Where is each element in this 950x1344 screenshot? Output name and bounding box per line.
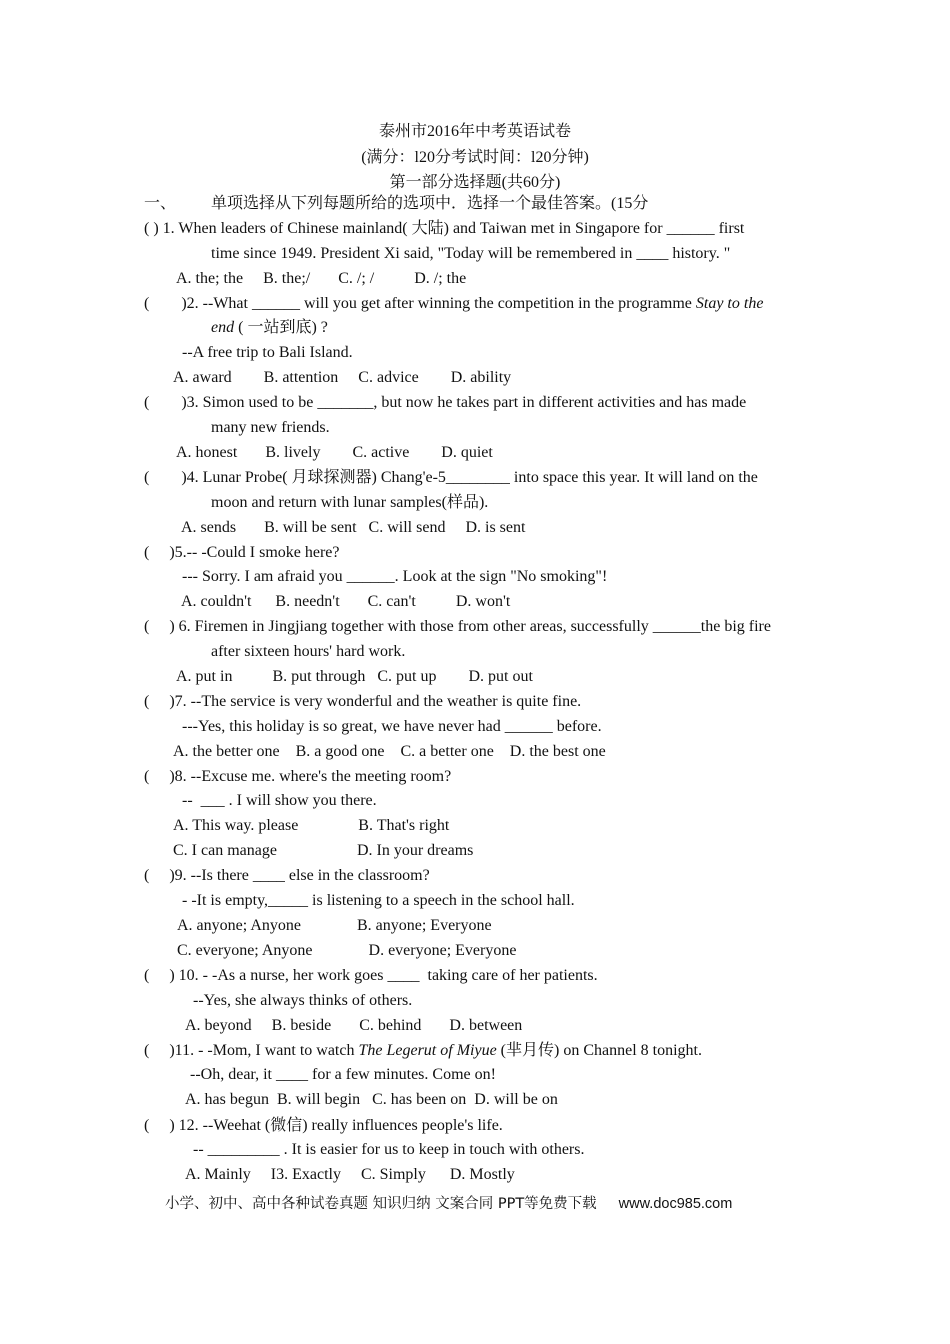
question-5: ( )5.-- -Could I smoke here?	[144, 544, 340, 561]
question-4-continuation: moon and return with lunar samples(样品).	[211, 494, 489, 511]
question-11-text: ( )11. - -Mom, I want to watch	[144, 1042, 359, 1059]
footer-text: 小学、初中、高中各种试卷真题 知识归纳 文案合同 PPT等免费下载	[165, 1196, 597, 1212]
question-10: ( ) 10. - -As a nurse, her work goes ____ taking care of her patients.	[144, 967, 598, 984]
question-11-reply: --Oh, dear, it ____ for a few minutes. Come on!	[190, 1066, 496, 1083]
question-5-reply: --- Sorry. I am afraid you ______. Look at the sign "No smoking"!	[182, 568, 608, 585]
question-12-options: A. Mainly I3. Exactly C. Simply D. Mostly	[185, 1166, 515, 1183]
question-11	[144, 1041, 702, 1061]
question-4-options: A. sends B. will be sent C. will send D. is sent	[181, 519, 526, 536]
question-10-options: A. beyond B. beside C. behind D. between	[185, 1017, 523, 1034]
question-9-reply: - -It is empty,_____ is listening to a speech in the school hall.	[182, 892, 575, 909]
question-2-reply: --A free trip to Bali Island.	[182, 344, 353, 361]
question-8-options-row-1: A. This way. please B. That's right	[173, 817, 450, 834]
question-4: ( )4. Lunar Probe( 月球探测器) Chang'e-5________ into space this year. It will land on the	[144, 469, 758, 486]
question-7: ( )7. --The service is very wonderful and the weather is quite fine.	[144, 693, 582, 710]
question-11-options: A. has begun B. will begin C. has been on D. will be on	[185, 1091, 558, 1108]
question-1-continuation: time since 1949. President Xi said, "Today will be remembered in ____ history. "	[211, 245, 731, 262]
section-instruction: 单项选择从下列每题所给的选项中．选择一个最佳答案。(15分	[211, 195, 649, 212]
footer	[165, 1192, 732, 1213]
question-8-options-row-2: C. I can manage D. In your dreams	[173, 842, 474, 859]
question-9: ( )9. --Is there ____ else in the classroom?	[144, 867, 430, 884]
question-3-options: A. honest B. lively C. active D. quiet	[176, 444, 493, 461]
footer-url[interactable]: www.doc985.com	[618, 1196, 733, 1212]
question-6-continuation: after sixteen hours' hard work.	[211, 643, 406, 660]
question-9-options-row-1: A. anyone; Anyone B. anyone; Everyone	[177, 917, 492, 934]
question-2-text-end: ( 一站到底) ?	[234, 319, 328, 336]
question-11-text-end: (芈月传) on Channel 8 tonight.	[496, 1042, 702, 1059]
exam-info: (满分：l20分考试时间：l20分钟)	[361, 149, 589, 166]
question-7-options: A. the better one B. a good one C. a better one D. the best one	[173, 743, 606, 760]
question-8-reply: -- ___ . I will show you there.	[182, 792, 377, 809]
part-heading: 第一部分选择题(共60分)	[389, 174, 561, 191]
question-2-continuation	[211, 318, 328, 338]
section-number: 一、	[144, 195, 177, 212]
question-3-continuation: many new friends.	[211, 419, 330, 436]
question-2	[144, 294, 763, 314]
question-8: ( )8. --Excuse me. where's the meeting room?	[144, 768, 452, 785]
question-5-options: A. couldn't B. needn't C. can't D. won't	[181, 593, 511, 610]
question-6-options: A. put in B. put through C. put up D. put out	[176, 668, 533, 685]
page-title: 泰州市2016年中考英语试卷	[378, 123, 571, 140]
question-6: ( ) 6. Firemen in Jingjiang together with those from other areas, successfully ______the big fire	[144, 618, 771, 635]
question-2-text: ( )2. --What ______ will you get after winning the competition in the programme	[144, 295, 696, 312]
question-1-options: A. the; the B. the;/ C. /; / D. /; the	[176, 270, 467, 287]
programme-title-end: end	[211, 319, 235, 336]
question-1: ( ) 1. When leaders of Chinese mainland( 大陆) and Taiwan met in Singapore for ______ first	[144, 220, 745, 237]
programme-title: Stay to the	[695, 295, 764, 312]
show-title: The Legerut of Miyue	[358, 1042, 497, 1059]
question-12-reply: -- _________ . It is easier for us to keep in touch with others.	[193, 1141, 585, 1158]
question-3: ( )3. Simon used to be _______, but now he takes part in different activities and has made	[144, 394, 747, 411]
question-9-options-row-2: C. everyone; Anyone D. everyone; Everyone	[177, 942, 517, 959]
question-12: ( ) 12. --Weehat (微信) really influences people's life.	[144, 1117, 503, 1134]
question-7-reply: ---Yes, this holiday is so great, we have never had ______ before.	[182, 718, 602, 735]
question-10-reply: --Yes, she always thinks of others.	[193, 992, 413, 1009]
question-2-options: A. award B. attention C. advice D. ability	[173, 369, 512, 386]
